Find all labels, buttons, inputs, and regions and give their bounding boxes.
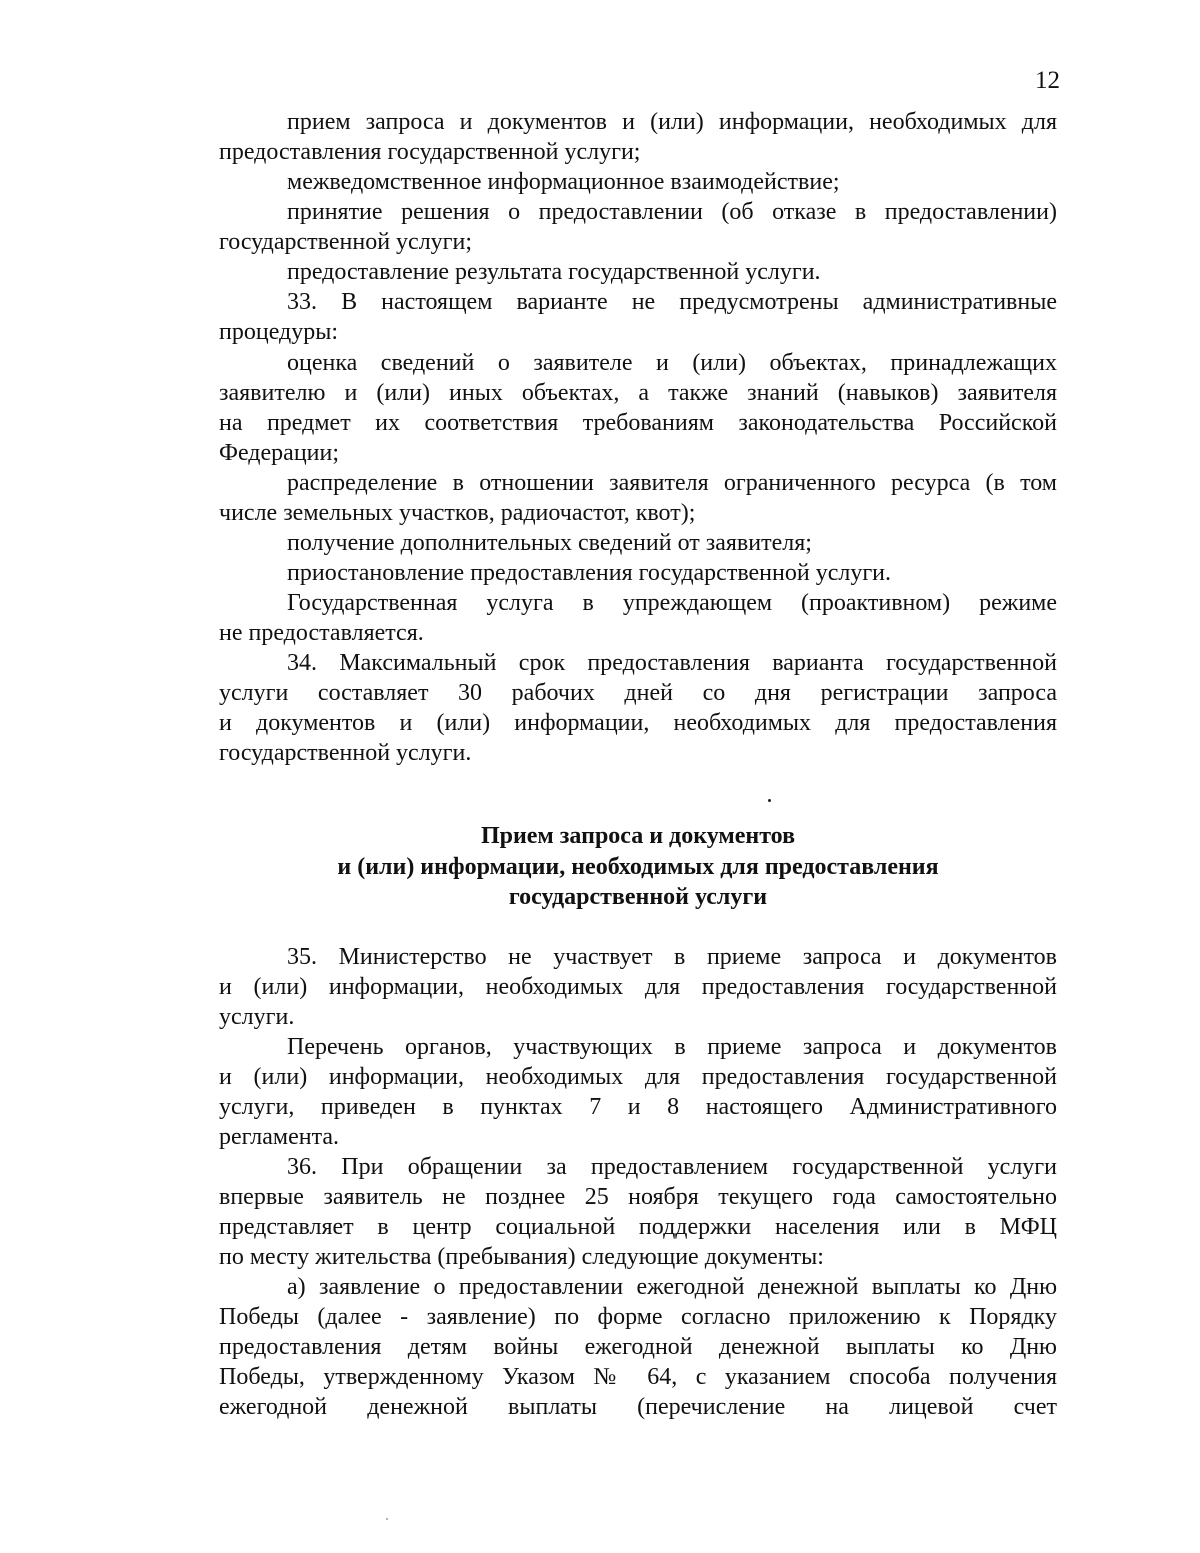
text-line: регламента. bbox=[219, 1124, 340, 1150]
text-line: числе земельных участков, радиочастот, квот); bbox=[219, 500, 696, 526]
page-number: 12 bbox=[1035, 67, 1060, 94]
text-line: предоставления детям войны ежегодной денежной выплаты ко Дню bbox=[219, 1334, 1057, 1360]
section-heading-line: Прием запроса и документов bbox=[480, 823, 796, 849]
text-line: впервые заявитель не позднее 25 ноября текущего года самостоятельно bbox=[219, 1184, 1057, 1210]
text-line: представляет в центр социальной поддержки населения или в МФЦ bbox=[219, 1214, 1057, 1240]
text-line: по месту жительства (пребывания) следующие документы: bbox=[219, 1244, 824, 1270]
text-line: не предоставляется. bbox=[219, 620, 424, 646]
text-line: 33. В настоящем варианте не предусмотрены административные bbox=[287, 289, 1057, 315]
text-line: процедуры: bbox=[219, 319, 339, 345]
text-line: услуги, приведен в пунктах 7 и 8 настоящего Административного bbox=[219, 1094, 1057, 1120]
text-line: принятие решения о предоставлении (об отказе в предоставлении) bbox=[287, 199, 1057, 225]
text-line: предоставления государственной услуги; bbox=[219, 139, 641, 165]
text-line: 34. Максимальный срок предоставления варианта государственной bbox=[287, 650, 1057, 676]
text-line: межведомственное информационное взаимодействие; bbox=[287, 169, 840, 195]
text-line: и (или) информации, необходимых для предоставления государственной bbox=[219, 1064, 1057, 1090]
text-line: услуги. bbox=[219, 1004, 295, 1030]
text-line: заявителю и (или) иных объектах, а также знаний (навыков) заявителя bbox=[219, 380, 1057, 406]
section-heading-line: и (или) информации, необходимых для предоставления bbox=[337, 854, 939, 880]
text-line: получение дополнительных сведений от заявителя; bbox=[287, 530, 812, 556]
text-line: Победы, утвержденному Указом № 64, с указанием способа получения bbox=[219, 1364, 1057, 1390]
text-line: и документов и (или) информации, необходимых для предоставления bbox=[219, 710, 1057, 736]
section-heading-line: государственной услуги bbox=[508, 884, 768, 910]
text-line: приостановление предоставления государственной услуги. bbox=[287, 560, 892, 586]
text-line: Федерации; bbox=[219, 440, 340, 466]
text-line: и (или) информации, необходимых для предоставления государственной bbox=[219, 974, 1057, 1000]
text-line: Перечень органов, участвующих в приеме запроса и документов bbox=[287, 1034, 1057, 1060]
scan-speck bbox=[768, 799, 771, 802]
text-line: услуги составляет 30 рабочих дней со дня регистрации запроса bbox=[219, 680, 1057, 706]
text-line: ежегодной денежной выплаты (перечисление на лицевой счет bbox=[219, 1394, 1057, 1420]
text-line: прием запроса и документов и (или) информации, необходимых для bbox=[287, 109, 1057, 135]
text-line: 35. Министерство не участвует в приеме запроса и документов bbox=[287, 944, 1057, 970]
text-line: Победы (далее - заявление) по форме согласно приложению к Порядку bbox=[219, 1304, 1057, 1330]
text-line: на предмет их соответствия требованиям законодательства Российской bbox=[219, 410, 1057, 436]
text-line: 36. При обращении за предоставлением государственной услуги bbox=[287, 1154, 1057, 1180]
text-line: а) заявление о предоставлении ежегодной денежной выплаты ко Дню bbox=[287, 1274, 1057, 1300]
text-line: распределение в отношении заявителя ограниченного ресурса (в том bbox=[287, 470, 1057, 496]
scan-speck bbox=[386, 1518, 388, 1520]
text-line: государственной услуги; bbox=[219, 229, 473, 255]
text-line: государственной услуги. bbox=[219, 740, 472, 766]
text-line: Государственная услуга в упреждающем (проактивном) режиме bbox=[287, 590, 1057, 616]
text-line: предоставление результата государственной услуги. bbox=[287, 259, 821, 285]
text-line: оценка сведений о заявителе и (или) объектах, принадлежащих bbox=[287, 350, 1057, 376]
